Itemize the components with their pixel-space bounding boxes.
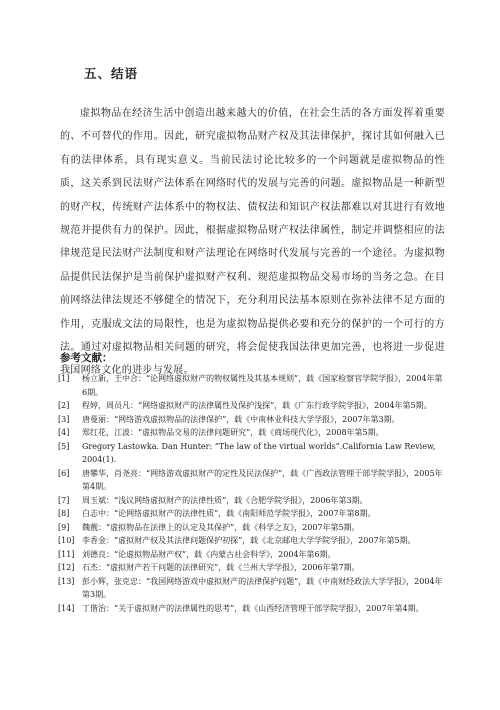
- reference-number: [11]: [58, 549, 75, 559]
- reference-number: [12]: [58, 563, 75, 572]
- reference-item: [58, 426, 444, 440]
- section-heading: 五、结语: [84, 66, 139, 81]
- references-list: [58, 372, 444, 615]
- reference-number: [10]: [58, 536, 75, 545]
- reference-text: 周玉斌：“浅议网络虚拟财产的法律性质”，载《合肥学院学报》，2006年第3期。: [82, 495, 368, 505]
- reference-number: [7]: [58, 495, 70, 505]
- reference-item: [58, 521, 444, 535]
- reference-text: 唐曼丽：“网络游戏虚拟物品的法律保护”，载《中南林业科技大学学报》，2007年第3期。: [82, 414, 400, 424]
- reference-item: [58, 372, 444, 399]
- reference-text: 唐攀华，肖尧亮：“网络游戏虚拟财产的定性及民法保护”，载《广西政法管理干部学院学报》，2005年第4期。: [82, 468, 443, 491]
- reference-item: [58, 399, 444, 413]
- reference-item: [58, 548, 444, 562]
- reference-text: Gregory Lastowka. Dan Hunter: “The law of the virtual worlds”.California Law Review, 2004(1).: [82, 441, 436, 464]
- reference-text: 石杰：“虚拟财产若干问题的法律研究”，载《兰州大学学报》，2006年第7期。: [82, 563, 360, 572]
- reference-text: 丁偕治：“关于虚拟财产的法律属性的思考”，载《山西经济管理干部学院学报》，2007年第4期。: [82, 603, 424, 613]
- reference-number: [13]: [58, 576, 75, 586]
- reference-text: 魏靓：“虚拟物品在法律上的认定及其保护”，载《科学之友》，2007年第5期。: [82, 522, 360, 532]
- reference-number: [4]: [58, 428, 70, 437]
- reference-number: [5]: [58, 441, 70, 451]
- reference-item: [58, 561, 444, 575]
- reference-item: [58, 494, 444, 508]
- reference-text: 杨立新，王中合：“论网络虚拟财产的物权属性及其基本规则”，载《国家检察官学院学报》，2004年第6期。: [82, 374, 443, 397]
- reference-text: 白志中：“论网络虚拟财产的法律性质”，载《南阳师范学院学报》，2007年第8期。: [82, 509, 376, 518]
- reference-text: 郑红花，江波：“虚拟物品交易的法律问题研究”，载《商场现代化》，2008年第5期。: [82, 428, 384, 437]
- reference-number: [9]: [58, 522, 70, 532]
- reference-item: [58, 575, 444, 602]
- references-title: 参考文献：: [60, 352, 113, 364]
- reference-number: [3]: [58, 414, 70, 424]
- reference-text: 彭小辉，张克忠：“我国网络游戏中虚拟财产的法律保护问题”，载《中南财经政法大学学报》，2004年第3期。: [82, 576, 443, 599]
- reference-item: [58, 440, 444, 467]
- conclusion-paragraph: 虚拟物品在经济生活中创造出越来越大的价值，在社会生活的各方面发挥着重要的、不可替代的作用。因此，研究虚拟物品财产权及其法律保护，探讨其如何融入已有的法律体系，具有现实意义。当前民法讨论比较多的一个问题就是虚拟物品的性质，这关系到民法财产法体系在网络时代的发展与完善的问题。虚拟物品是一种新型的财产权，传统财产法体系中的物权法、债权法和知识产权法都难以对其进行有效地规范并提供有力的保护。因此，根据虚拟物品财产权法律属性，制定并调整相应的法律规范是民法财产法制度和财产法理论在网络时代发展与完善的一个途径。为虚拟物品提供民法保护是当前保护虚拟财产权利、规范虚拟物品交易市场的当务之急。在目前网络法律法规还不够健全的情况下，充分利用民法基本原则在弥补法律不足方面的作用，克服成文法的局限性，也是为虚拟物品提供必要和充分的保护的一个可行的方法。通过对虚拟物品相关问题的研究，将会促使我国法律更加完善，也将进一步促进我国网络文化的进步与发展。: [60, 108, 445, 377]
- reference-text: 李香金：“虚拟财产权及其法律问题保护初探”，载《北京邮电大学学院学报》，2007年第5期。: [82, 536, 416, 545]
- reference-item: [58, 467, 444, 494]
- reference-number: [14]: [58, 603, 75, 613]
- reference-item: [58, 507, 444, 521]
- reference-number: [8]: [58, 509, 70, 518]
- reference-item: [58, 602, 444, 616]
- reference-item: [58, 534, 444, 548]
- reference-number: [1]: [58, 374, 70, 383]
- reference-text: 刘德良：“论虚拟物品财产权”，载《内蒙古社会科学》，2004年第6期。: [82, 549, 336, 559]
- reference-number: [2]: [58, 401, 70, 410]
- reference-text: 程婷，周员凡：“网络虚拟财产的法律属性及保护浅探”，载《广东行政学院学报》，2004年第5期。: [82, 401, 432, 410]
- reference-number: [6]: [58, 468, 70, 478]
- reference-item: [58, 413, 444, 427]
